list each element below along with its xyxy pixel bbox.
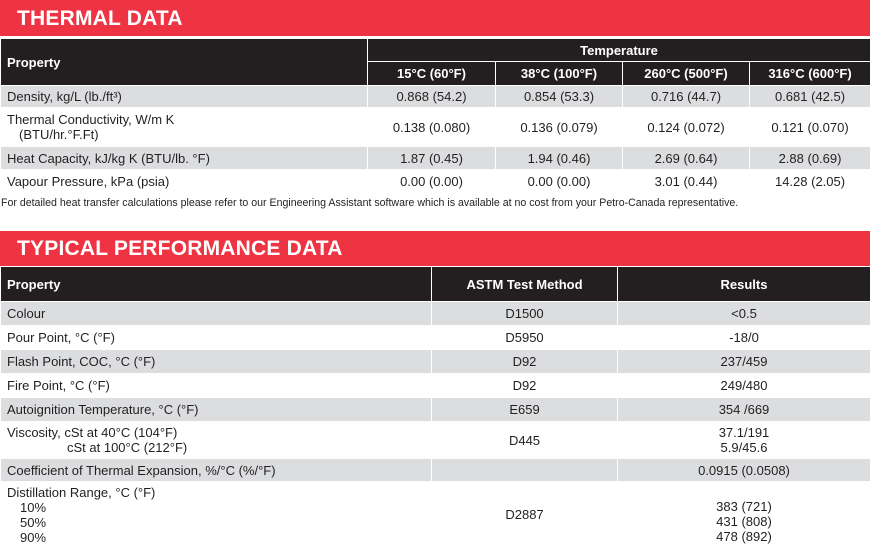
table-row: [1, 482, 870, 548]
property-line: Thermal Conductivity, W/m K: [7, 112, 175, 127]
method-cell: D445: [432, 422, 618, 459]
distillation-sub-label: 50%: [20, 514, 47, 530]
table-row: [1, 86, 870, 108]
temp-column-header: 260°C (500°F): [623, 62, 750, 86]
method-cell: [432, 459, 618, 482]
footnote: For detailed heat transfer calculations please refer to our Engineering Assistant software which is available at no cost from your Petro-Canada representative.: [1, 197, 739, 209]
value-cell: 3.01 (0.44): [623, 170, 750, 194]
method-cell: D5950: [432, 326, 618, 350]
property-line: Distillation Range, °C (°F): [7, 484, 156, 500]
value-cell: 0.124 (0.072): [623, 108, 750, 147]
temp-column-header: 316°C (600°F): [750, 62, 870, 86]
method-cell: E659: [432, 398, 618, 422]
table-row: [1, 170, 870, 194]
distillation-sub-label: 90%: [20, 529, 47, 545]
method-cell: D92: [432, 350, 618, 374]
result-line: 5.9/45.6: [720, 440, 768, 455]
result-cell: <0.5: [618, 302, 870, 326]
property-cell: Autoignition Temperature, °C (°F): [1, 398, 432, 422]
property-cell: Vapour Pressure, kPa (psia): [1, 170, 368, 194]
result-cell: 237/459: [618, 350, 870, 374]
value-cell: 2.88 (0.69): [750, 147, 870, 170]
value-cell: 0.681 (42.5): [750, 86, 870, 108]
temp-column-header: 15°C (60°F): [368, 62, 496, 86]
property-cell: Coefficient of Thermal Expansion, %/°C (%/°F): [1, 459, 432, 482]
performance-data-title: TYPICAL PERFORMANCE DATA: [0, 231, 870, 266]
thermal-data-table: [0, 38, 870, 194]
table-row: [1, 350, 870, 374]
table-row: [1, 422, 870, 459]
value-cell: 0.868 (54.2): [368, 86, 496, 108]
temp-column-header: 38°C (100°F): [496, 62, 623, 86]
method-cell: D92: [432, 374, 618, 398]
property-cell: Fire Point, °C (°F): [1, 374, 432, 398]
result-cell: 354 /669: [618, 398, 870, 422]
property-cell: Density, kg/L (lb./ft³): [1, 86, 368, 108]
result-line: 431 (808): [716, 513, 772, 529]
property-line: (BTU/hr.°F.Ft): [19, 127, 99, 142]
result-cell: [618, 482, 870, 548]
property-cell: [1, 422, 432, 459]
result-cell: 0.0915 (0.0508): [618, 459, 870, 482]
property-line: cSt at 100°C (212°F): [67, 440, 188, 455]
property-header: Property: [1, 39, 368, 86]
property-cell: [1, 482, 432, 548]
value-cell: 0.00 (0.00): [496, 170, 623, 194]
table-row: [1, 398, 870, 422]
result-spacer: [618, 486, 870, 499]
method-cell: D1500: [432, 302, 618, 326]
value-cell: 2.69 (0.64): [623, 147, 750, 170]
distillation-sub-label: 10%: [20, 499, 47, 515]
property-cell: Flash Point, COC, °C (°F): [1, 350, 432, 374]
results-header: Results: [618, 267, 870, 302]
result-line: 383 (721): [716, 498, 772, 514]
temperature-header: Temperature: [368, 39, 870, 62]
table-row: [1, 147, 870, 170]
table-row: [1, 374, 870, 398]
property-cell: Pour Point, °C (°F): [1, 326, 432, 350]
property-cell: [1, 108, 368, 147]
value-cell: 1.94 (0.46): [496, 147, 623, 170]
value-cell: 0.716 (44.7): [623, 86, 750, 108]
table-row: [1, 302, 870, 326]
value-cell: 0.854 (53.3): [496, 86, 623, 108]
result-cell: [618, 422, 870, 459]
result-line: 478 (892): [716, 528, 772, 544]
method-cell: D2887: [432, 482, 618, 548]
value-cell: 0.136 (0.079): [496, 108, 623, 147]
result-cell: 249/480: [618, 374, 870, 398]
thermal-data-title: THERMAL DATA: [0, 0, 870, 36]
property-cell: Heat Capacity, kJ/kg K (BTU/lb. °F): [1, 147, 368, 170]
performance-data-table: [0, 266, 870, 548]
table-row: [1, 459, 870, 482]
result-cell: -18/0: [618, 326, 870, 350]
value-cell: 0.00 (0.00): [368, 170, 496, 194]
property-cell: Colour: [1, 302, 432, 326]
value-cell: 0.138 (0.080): [368, 108, 496, 147]
result-line: 37.1/191: [718, 425, 770, 440]
table-row: [1, 108, 870, 147]
value-cell: 0.121 (0.070): [750, 108, 870, 147]
value-cell: 1.87 (0.45): [368, 147, 496, 170]
property-line: Viscosity, cSt at 40°C (104°F): [7, 425, 178, 440]
value-cell: 14.28 (2.05): [750, 170, 870, 194]
table-row: [1, 326, 870, 350]
property-header: Property: [1, 267, 432, 302]
method-header: ASTM Test Method: [432, 267, 618, 302]
